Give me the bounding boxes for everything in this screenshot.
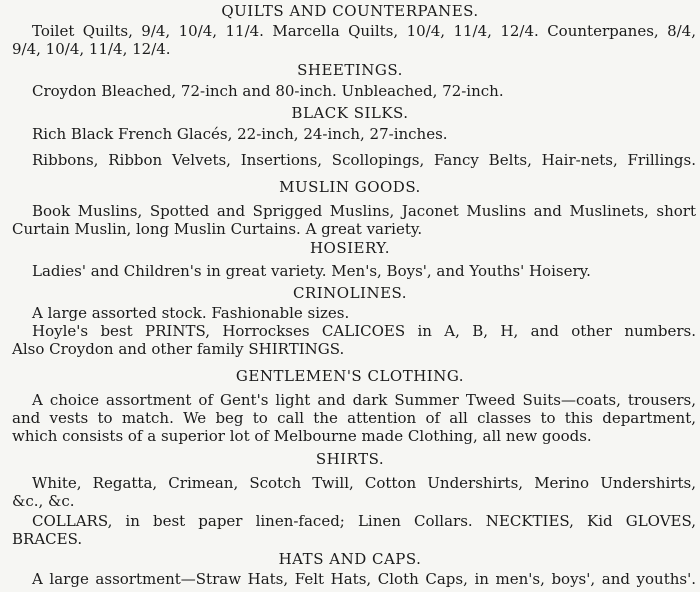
gents-line-3: which consists of a superior lot of Melbourne made Clothing, all new goods. [12, 427, 592, 445]
heading-black-silks: BLACK SILKS. [291, 104, 409, 122]
muslin-line-1: Book Muslins, Spotted and Sprigged Muslins, Jaconet Muslins and Muslinets, short [32, 202, 696, 220]
heading-shirts: SHIRTS. [315, 450, 385, 468]
shirts-line-4: BRACES. [12, 530, 83, 548]
sheetings-line-1: Croydon Bleached, 72-inch and 80-inch. Unbleached, 72-inch. [32, 82, 504, 100]
heading-gentlemens-clothing: GENTLEMEN'S CLOTHING. [235, 367, 465, 385]
heading-sheetings: SHEETINGS. [297, 61, 403, 79]
heading-muslin-goods: MUSLIN GOODS. [279, 178, 421, 196]
black-silks-line-2: Ribbons, Ribbon Velvets, Insertions, Scollopings, Fancy Belts, Hair-nets, Frillings. [32, 151, 696, 169]
muslin-line-2: Curtain Muslin, long Muslin Curtains. A great variety. [12, 220, 423, 238]
black-silks-line-1: Rich Black French Glacés, 22-inch, 24-inch, 27-inches. [32, 125, 448, 143]
crinolines-line-3: Also Croydon and other family SHIRTINGS. [12, 340, 345, 358]
gents-line-1: A choice assortment of Gent's light and dark Summer Tweed Suits—coats, trousers, [32, 391, 696, 409]
heading-crinolines: CRINOLINES. [292, 284, 408, 302]
shirts-line-1: White, Regatta, Crimean, Scotch Twill, Cotton Undershirts, Merino Undershirts, [32, 474, 696, 492]
shirts-line-2: &c., &c. [12, 492, 75, 510]
gents-line-2: and vests to match. We beg to call the attention of all classes to this department, [12, 409, 696, 427]
shirts-line-3: COLLARS, in best paper linen-faced; Linen Collars. NECKTIES, Kid GLOVES, [32, 512, 696, 530]
quilts-line-2: 9/4, 10/4, 11/4, 12/4. [12, 40, 171, 58]
quilts-line-1: Toilet Quilts, 9/4, 10/4, 11/4. Marcella Quilts, 10/4, 11/4, 12/4. Counterpanes, 8/4, [32, 22, 696, 40]
heading-quilts: QUILTS AND COUNTERPANES. [221, 2, 479, 20]
heading-hosiery: HOSIERY. [309, 239, 391, 257]
hats-line-1: A large assortment—Straw Hats, Felt Hats, Cloth Caps, in men's, boys', and youths'. [32, 570, 696, 588]
hosiery-line-1: Ladies' and Children's in great variety. Men's, Boys', and Youths' Hoisery. [32, 262, 591, 280]
crinolines-line-2: Hoyle's best PRINTS, Horrockses CALICOES in A, B, H, and other numbers. [32, 322, 696, 340]
heading-hats-and-caps: HATS AND CAPS. [278, 550, 422, 568]
crinolines-line-1: A large assorted stock. Fashionable sizes. [32, 304, 350, 322]
